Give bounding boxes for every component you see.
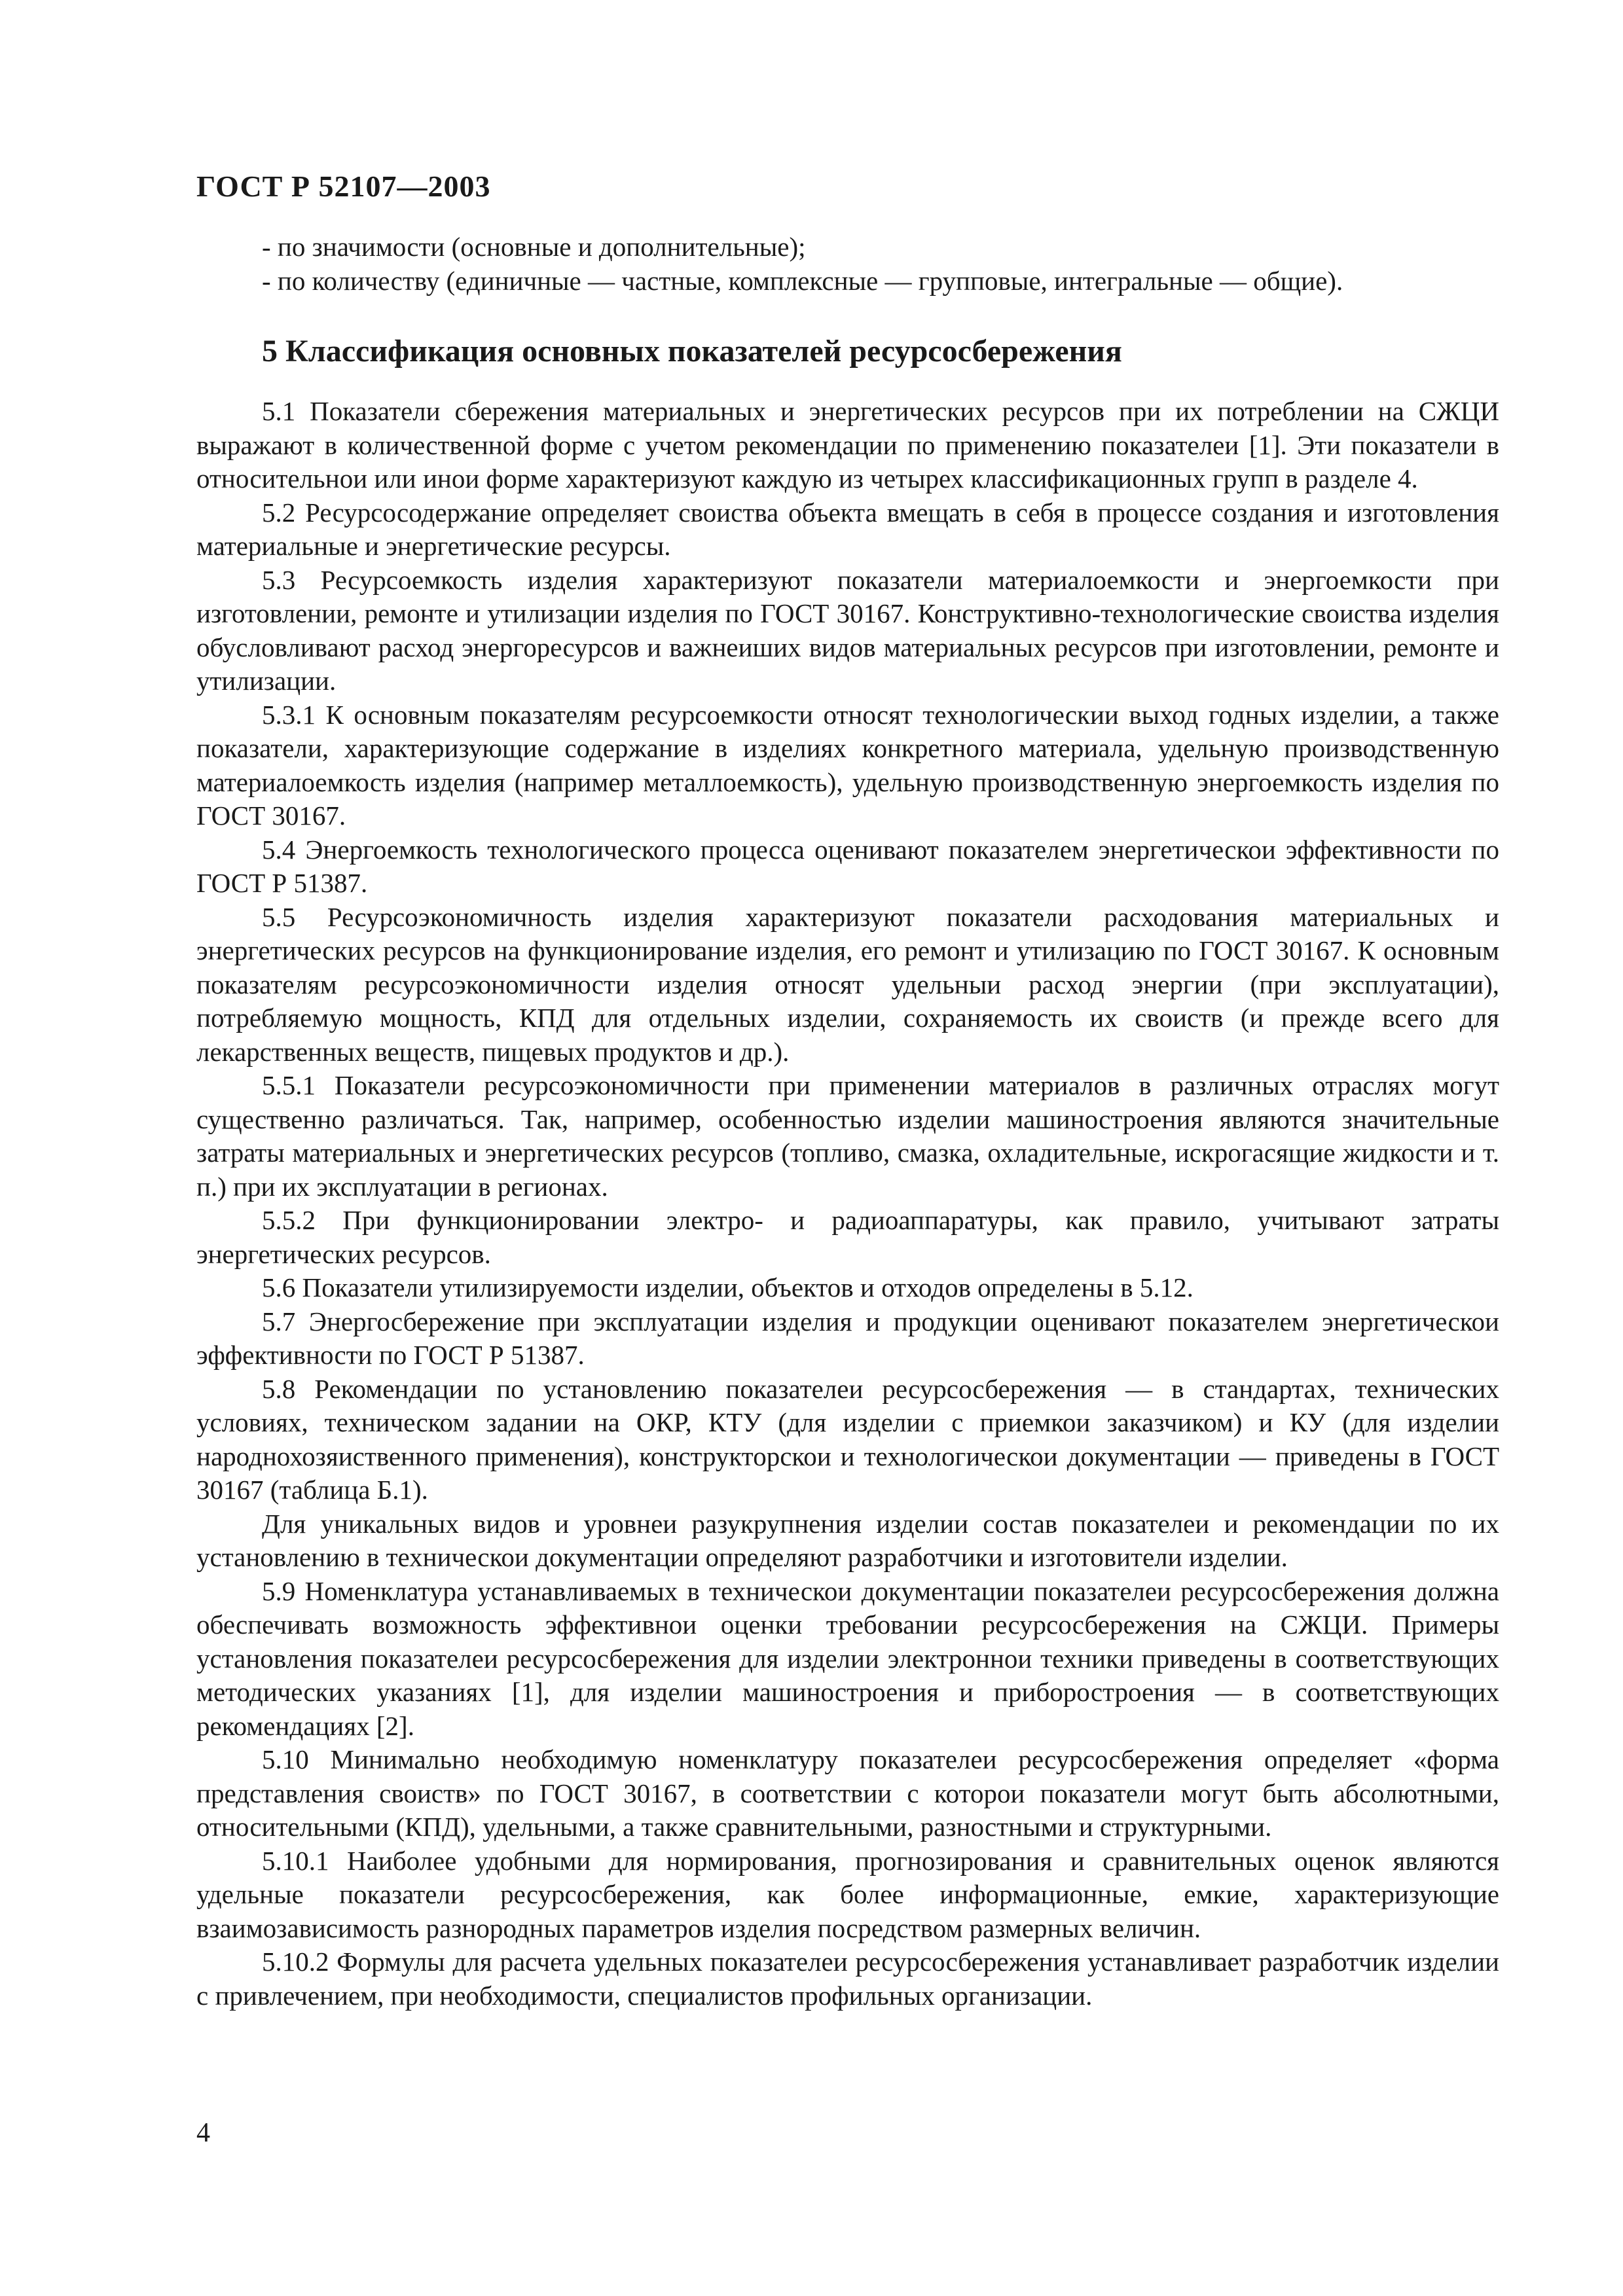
paragraph-5-4: 5.4 Энергоемкость технологического процесса оценивают показателем энергетическои эффективности по ГОСТ Р 51387. [196,834,1499,898]
paragraph-5-8: 5.8 Рекомендации по установлению показателеи ресурсосбережения — в стандартах, технических условиях, техническом задании на ОКР, КТУ (для изделии с приемкои заказчиком) и КУ (для изделии народнохозяиственного применения), конструкторскои и технологическои документации — приведены в ГОСТ 30167 (таблица Б.1). [196,1373,1499,1505]
list-item-significance: - по значимости (основные и дополнительные); [262,232,806,262]
paragraph-5-3-1: 5.3.1 К основным показателям ресурсоемкости относят технологическии выход годных изделии, а также показатели, характеризующие содержание в изделиях конкретного материала, удельную производственную материалоемкость изделия (например металлоемкость), удельную производственную энергоемкость изделия по ГОСТ 30167. [196,699,1499,831]
paragraph-5-5: 5.5 Ресурсоэкономичность изделия характеризуют показатели расходования материальных и энергетических ресурсов на функционирование изделия, его ремонт и утилизацию по ГОСТ 30167. К основным показателям ресурсоэкономичности изделия относят удельныи расход энергии (при эксплуатации), потребляемую мощность, КПД для отдельных изделии, сохраняемость их своиств (и прежде всего для лекарственных веществ, пищевых продуктов и др.). [196,901,1499,1067]
list-item-quantity: - по количеству (единичные — частные, комплексные — групповые, интегральные — общие). [262,265,1343,296]
paragraph-5-1: 5.1 Показатели сбережения материальных и энергетических ресурсов при их потреблении на СЖЦИ выражают в количественной форме с учетом рекомендации по применению показателеи [1]. Эти показатели в относительнои или инои форме характеризуют каждую из четырех классификационных групп в разделе 4. [196,396,1499,493]
paragraph-5-10-1: 5.10.1 Наиболее удобными для нормирования, прогнозирования и сравнительных оценок являются удельные показатели ресурсосбережения, как более информационные, емкие, характеризующие взаимозависимость разнородных параметров изделия посредством размерных величин. [196,1845,1499,1943]
paragraph-5-9: 5.9 Номенклатура устанавливаемых в техническои документации показателеи ресурсосбережения должна обеспечивать возможность эффективнои оценки требовании ресурсосбережения на СЖЦИ. Примеры установления показателеи ресурсосбережения для изделии электроннои техники приведены в соответствующих методических указаниях [1], для изделии машиностроения и приборостроения — в соответствующих рекомендациях [2]. [196,1575,1499,1741]
paragraph-5-2: 5.2 Ресурсосодержание определяет своиства объекта вмещать в себя в процессе создания и изготовления материальные и энергетические ресурсы. [196,497,1499,561]
paragraph-5-5-2: 5.5.2 При функционировании электро- и радиоаппаратуры, как правило, учитывают затраты энергетических ресурсов. [196,1205,1499,1269]
paragraph-5-7: 5.7 Энергосбережение при эксплуатации изделия и продукции оценивают показателем энергетическои эффективности по ГОСТ Р 51387. [196,1306,1499,1370]
paragraph-5-3: 5.3 Ресурсоемкость изделия характеризуют показатели материалоемкости и энергоемкости при изготовлении, ремонте и утилизации изделия по ГОСТ 30167. Конструктивно-технологические своиства изделия обусловливают расход энергоресурсов и важнеиших видов материальных ресурсов при изготовлении, ремонте и утилизации. [196,564,1499,696]
paragraph-5-10-2: 5.10.2 Формулы для расчета удельных показателеи ресурсосбережения устанавливает разработчик изделии с привлечением, при необходимости, специалистов профильных организации. [196,1946,1499,2011]
paragraph-5-10: 5.10 Минимально необходимую номенклатуру показателеи ресурсосбережения определяет «форма представления своиств» по ГОСТ 30167, в соответствии с которои показатели могут быть абсолютными, относительными (КПД), удельными, а также сравнительными, разностными и структурными. [196,1744,1499,1842]
paragraph-5-5-1: 5.5.1 Показатели ресурсоэкономичности при применении материалов в различных отраслях могут существенно различаться. Так, например, особенностью изделии машиностроения являются значительные затраты материальных и энергетических ресурсов (топливо, смазка, охладительные, искрогасящие жидкости и т. п.) при их эксплуатации в регионах. [196,1070,1499,1202]
paragraph-5-6: 5.6 Показатели утилизируемости изделии, объектов и отходов определены в 5.12. [262,1272,1194,1302]
standard-code-header: ГОСТ Р 52107—2003 [196,170,491,203]
section-title: 5 Классификация основных показателей ресурсосбережения [262,334,1122,368]
paragraph-5-8-continued: Для уникальных видов и уровнеи разукрупнения изделии состав показателеи и рекомендации по их установлению в техническои документации определяют разработчики и изготовители изделии. [196,1508,1499,1572]
page-content [196,230,1499,2013]
page-number: 4 [196,2118,210,2148]
